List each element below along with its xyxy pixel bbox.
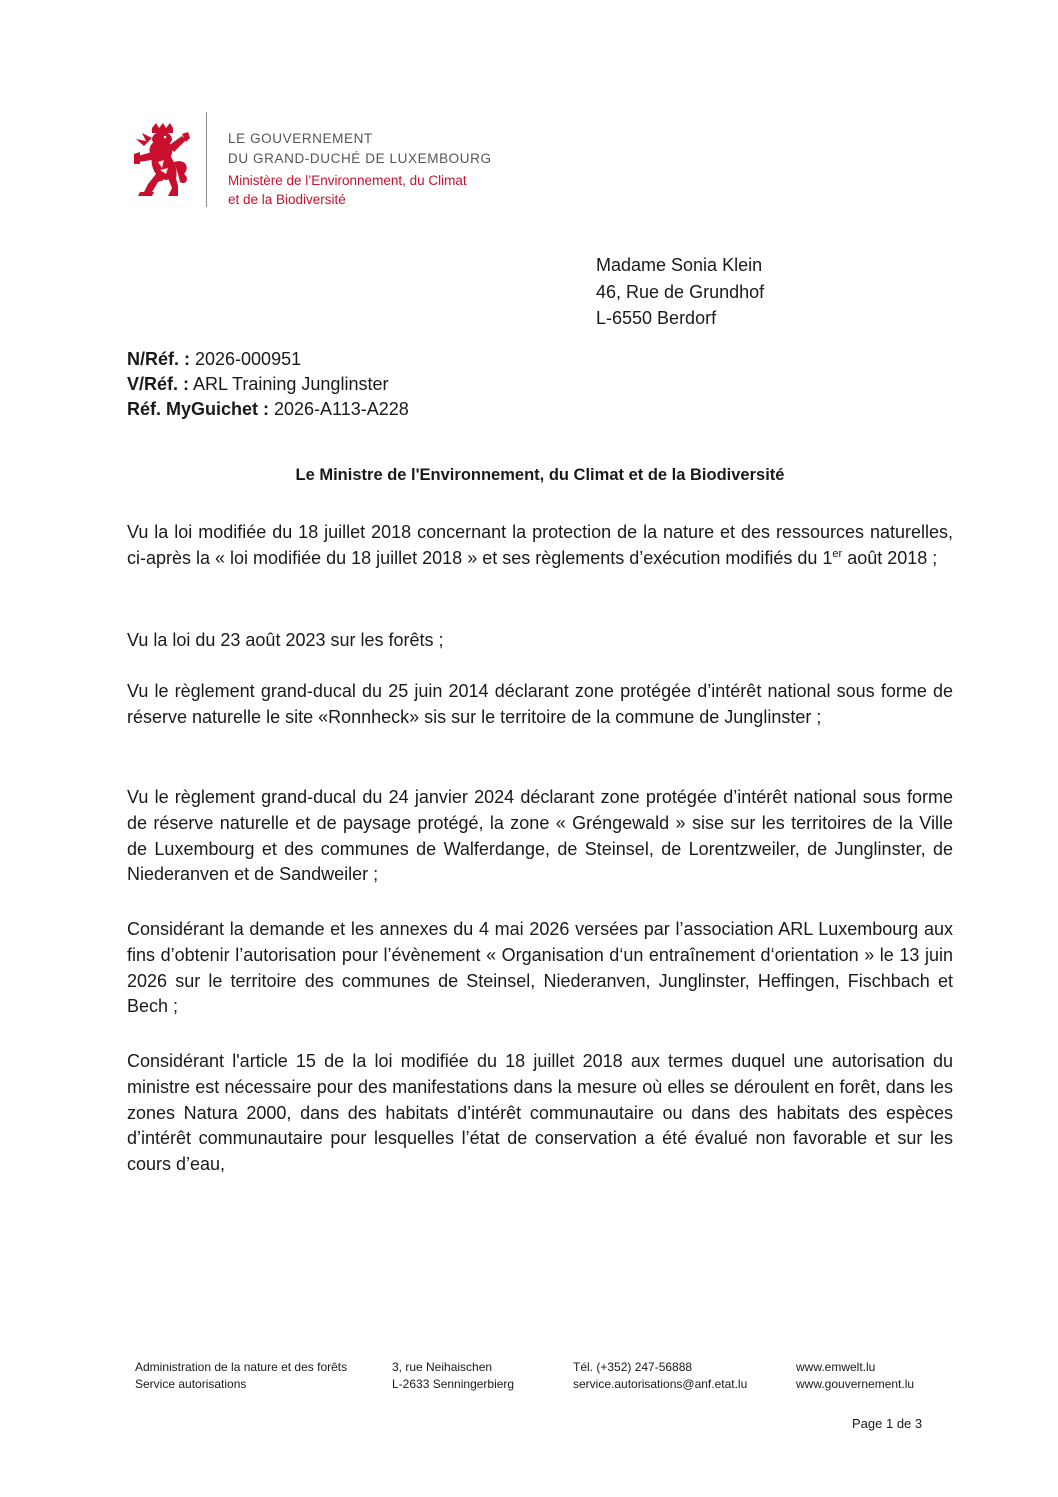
reference-your [127,372,388,397]
recipient-city: L-6550 Berdorf [596,308,717,328]
footer-websites [796,1359,914,1393]
header-divider [206,112,207,207]
ordinal-superscript: er [832,547,843,560]
government-name-line2: DU GRAND-DUCHÉ DE LUXEMBOURG [228,151,492,166]
footer-website-link[interactable]: www.emwelt.lu [796,1360,876,1374]
reference-myguichet [127,397,409,422]
paragraph-3: Vu le règlement grand-ducal du 25 juin 2014 déclarant zone protégée d’intérêt national sous forme de réserve naturelle le site «Ronnheck» sis sur le territoire de la commune de Junglinster ; [127,681,953,727]
reference-value: ARL Training Junglinster [189,374,389,394]
footer-text: Administration de la nature et des forêts [135,1360,348,1374]
reference-label: Réf. MyGuichet : [127,399,270,419]
ministry-name-line2: et de la Biodiversité [228,192,346,207]
reference-our [127,347,301,372]
footer-email-link[interactable]: service.autorisations@anf.etat.lu [573,1377,748,1391]
ministry-name-line1: Ministère de l’Environnement, du Climat [228,173,467,188]
government-name-line1: LE GOUVERNEMENT [228,131,373,146]
paragraph-1-text: Vu la loi modifiée du 18 juillet 2018 concernant la protection de la nature et des ressources naturelles, ci-après la « loi modifiée du 18 juillet 2018 » et ses règlements d’exécution modifiés du 1 [127,522,953,568]
recipient-street: 46, Rue de Grundhof [596,282,765,302]
reference-value: 2026-A113-A228 [269,399,409,419]
footer-organisation [135,1359,347,1393]
footer-text: Service autorisations [135,1377,247,1391]
footer-address [392,1359,514,1393]
footer-website-link[interactable]: www.gouvernement.lu [796,1377,915,1391]
red-lion-coat-of-arms-icon [130,122,194,198]
paragraph-1 [127,520,953,572]
footer-text: 3, rue Neihaischen [392,1360,493,1374]
footer-text: L-2633 Senningerbierg [392,1377,515,1391]
paragraph-5: Considérant la demande et les annexes du 4 mai 2026 versées par l’association ARL Luxembourg aux fins d’obtenir l’autorisation pour l’évènement « Organisation d‘un entraînement d‘orientation » le 13 juin 2026 sur le territoire des communes de Steinsel, Niederanven, Junglinster, Heffingen, Fischbach et Bech ; [127,919,953,1017]
paragraph-6: Considérant l'article 15 de la loi modifiée du 18 juillet 2018 aux termes duquel une autorisation du ministre est nécessaire pour des manifestations dans la mesure où elles se déroulent en forêt, dans les zones Natura 2000, dans des habitats d’intérêt communautaire ou dans des habitats des espèces d’intérêt communautaire pour lesquelles l’état de conservation a été évalué non favorable et sur les cours d’eau, [127,1051,953,1175]
footer-phone: Tél. (+352) 247-56888 [573,1360,693,1374]
document-title: Le Ministre de l'Environnement, du Climat et de la Biodiversité [295,466,785,484]
paragraph-1-end: août 2018 ; [842,547,938,568]
footer-contact [573,1359,747,1393]
reference-label: V/Réf. : [127,374,190,394]
reference-value: 2026-000951 [190,349,302,369]
page-number: Page 1 de 3 [852,1416,923,1431]
paragraph-2: Vu la loi du 23 août 2023 sur les forêts ; [127,630,444,650]
paragraph-4: Vu le règlement grand-ducal du 24 janvier 2024 déclarant zone protégée d’intérêt national sous forme de réserve naturelle et de paysage protégé, la zone « Gréngewald » sise sur les territoires de la Ville de Luxembourg et des communes de Walferdange, de Steinsel, de Lorentzweiler, de Junglinster, de Niederanven et de Sandweiler ; [127,787,953,885]
recipient-name: Madame Sonia Klein [596,255,763,275]
reference-label: N/Réf. : [127,349,190,369]
